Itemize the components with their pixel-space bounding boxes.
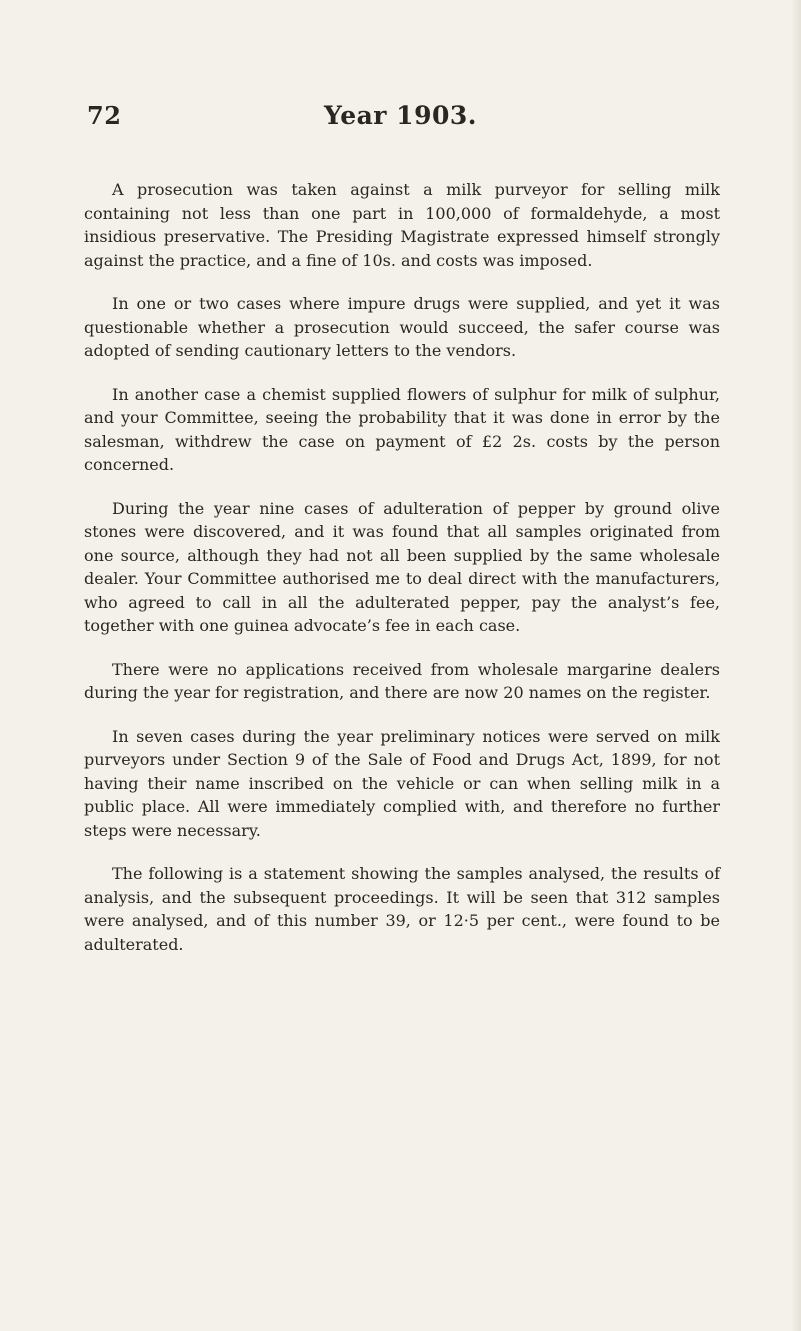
paragraph-statement-samples: The following is a statement showing the samples analysed, the results of analysis, and the subsequent proceedings. It will be seen that 312 samples were analysed, and of this number 39, or 12·5 per cent., were found to be adulterated. (84, 864, 720, 954)
paragraph-prosecution-milk: A prosecution was taken against a milk purveyor for selling milk containing not less than one part in 100,000 of formaldehyde, a most insidious preservative. The Presiding Magistrate expressed himself strongly against the practice, and a fine of 10s. and costs was imposed. (84, 180, 720, 270)
paragraph-margarine-dealers: There were no applications received from wholesale margarine dealers during the year for registration, and there are now 20 names on the register. (84, 659, 720, 702)
body-text (84, 178, 720, 956)
paragraph-pepper-adulteration: During the year nine cases of adulteration of pepper by ground olive stones were discovered, and it was found that all samples originated from one source, although they had not all been supplied by the same wholesale dealer. Your Committee authorised me to deal direct with the manufacturers, who agreed to call in all the adulterated pepper, pay the analyst’s fee, together with one guinea advocate’s fee in each case. (84, 498, 720, 635)
paragraph-milk-purveyor-notices: In seven cases during the year preliminary notices were served on milk purveyors under Section 9 of the Sale of Food and Drugs Act, 1899, for not having their name inscribed on the vehicle or can when selling milk in a public place. All were immediately complied with, and therefore no further steps were necessary. (84, 726, 720, 840)
paragraph-impure-drugs: In one or two cases where impure drugs were supplied, and yet it was questionable whether a prosecution would succeed, the safer course was adopted of sending cautionary letters to the vendors. (84, 294, 720, 360)
running-title: Year 1903. (324, 101, 477, 130)
paragraph-chemist-sulphur: In another case a chemist supplied flowers of sulphur for milk of sulphur, and your Committee, seeing the probability that it was done in error by the salesman, withdrew the case on payment of £2 2s. costs by the person concerned. (84, 384, 720, 474)
page-header (0, 101, 801, 141)
page-number: 72 (87, 101, 122, 130)
page-edge-shadow (791, 0, 801, 1331)
